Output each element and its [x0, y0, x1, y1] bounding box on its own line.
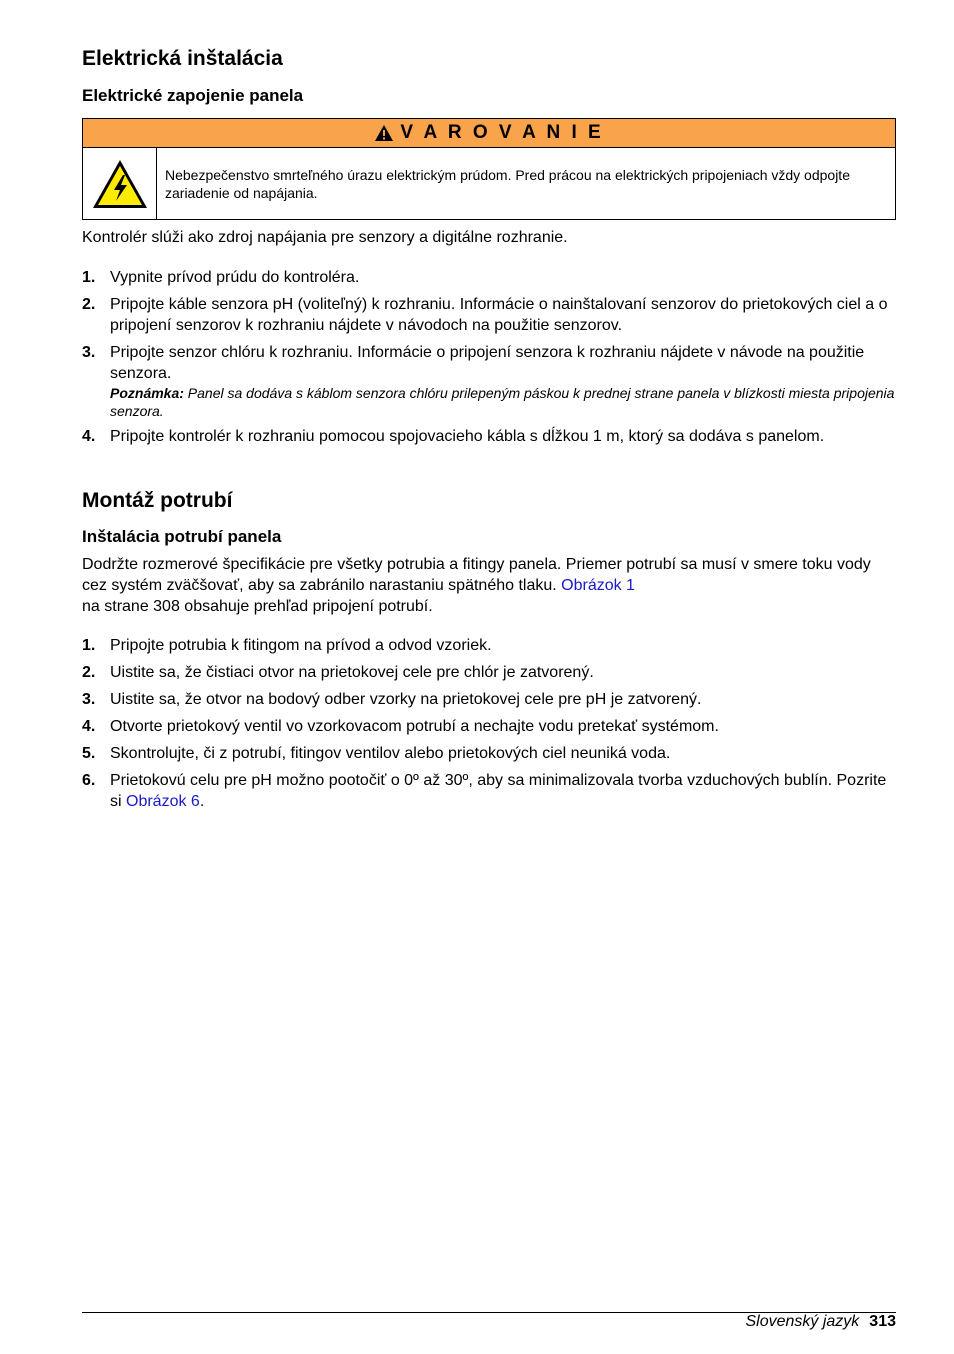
figure-6-link[interactable]: Obrázok 6 — [126, 793, 200, 810]
list-item: 3. Pripojte senzor chlóru k rozhraniu. Informácie o pripojení senzora k rozhraniu nájdete v návode na použitie senzora. Poznámka: Panel sa dodáva s káblom senzora chlóru prilepeným páskou k prednej strane panela v blízkosti miesta pripojenia senzora. — [82, 344, 895, 419]
page-footer — [82, 1312, 896, 1331]
list-item: 6. Prietokovú celu pre pH možno pootočiť o 0º až 30º, aby sa minimalizovala tvorba vzduchových bublín. Pozrite si Obrázok 6. — [82, 772, 887, 810]
electric-shock-icon — [83, 148, 157, 219]
list-item: 5. Skontrolujte, či z potrubí, fitingov ventilov alebo prietokových ciel neuniká voda. — [82, 745, 671, 762]
list-item: 2. Uistite sa, že čistiaci otvor na prietokovej cele pre chlór je zatvorený. — [82, 664, 594, 681]
warning-text: Nebezpečenstvo smrteľného úrazu elektrickým prúdom. Pred prácou na elektrických pripojeniach vždy odpojte zariadenie od napájania. — [165, 166, 850, 201]
list-item: 1. Pripojte potrubia k fitingom na prívod a odvod vzoriek. — [82, 637, 492, 654]
subsection-title-panel-wiring: Elektrické zapojenie panela — [82, 86, 304, 105]
list-item: 4. Otvorte prietokový ventil vo vzorkovacom potrubí a nechajte vodu pretekať systémom. — [82, 718, 719, 735]
note: Poznámka: Panel sa dodáva s káblom senzora chlóru prilepeným páskou k prednej strane panela v blízkosti miesta pripojenia senzora. — [110, 385, 895, 419]
list-item: 4. Pripojte kontrolér k rozhraniu pomocou spojovacieho kábla s dĺžkou 1 m, ktorý sa dodáva s panelom. — [82, 428, 825, 445]
list-item: 1. Vypnite prívod prúdu do kontroléra. — [82, 269, 360, 286]
warning-box — [82, 118, 896, 220]
list-item: 2. Pripojte káble senzora pH (voliteľný) k rozhraniu. Informácie o nainštalovaní senzorov do prietokových ciel a o pripojení senzorov k rozhraniu nájdete v návodoch na použitie senzorov. — [82, 296, 888, 334]
piping-steps — [82, 635, 896, 818]
warning-header — [83, 119, 895, 148]
warning-label: V A R O V A N I E — [400, 122, 604, 143]
figure-1-link[interactable]: Obrázok 1 — [561, 577, 635, 594]
electrical-intro: Kontrolér slúži ako zdroj napájania pre senzory a digitálne rozhranie. — [82, 229, 568, 246]
footer-language: Slovenský jazyk — [745, 1313, 860, 1330]
subsection-title-panel-piping: Inštalácia potrubí panela — [82, 527, 282, 546]
warning-triangle-icon — [374, 124, 394, 142]
electrical-steps — [82, 267, 896, 453]
section-title-electrical: Elektrická inštalácia — [82, 47, 283, 70]
section-title-piping: Montáž potrubí — [82, 489, 233, 512]
list-item: 3. Uistite sa, že otvor na bodový odber vzorky na prietokovej cele pre pH je zatvorený. — [82, 691, 702, 708]
piping-intro: Dodržte rozmerové špecifikácie pre všetky potrubia a fitingy panela. Priemer potrubí sa musí v smere toku vody cez systém zväčšovať, aby sa zabránilo narastaniu spätného tlaku. Obrázok 1 na strane 308 obsahuje prehľad pripojení potrubí. — [82, 556, 871, 615]
page-number: 313 — [869, 1313, 896, 1330]
